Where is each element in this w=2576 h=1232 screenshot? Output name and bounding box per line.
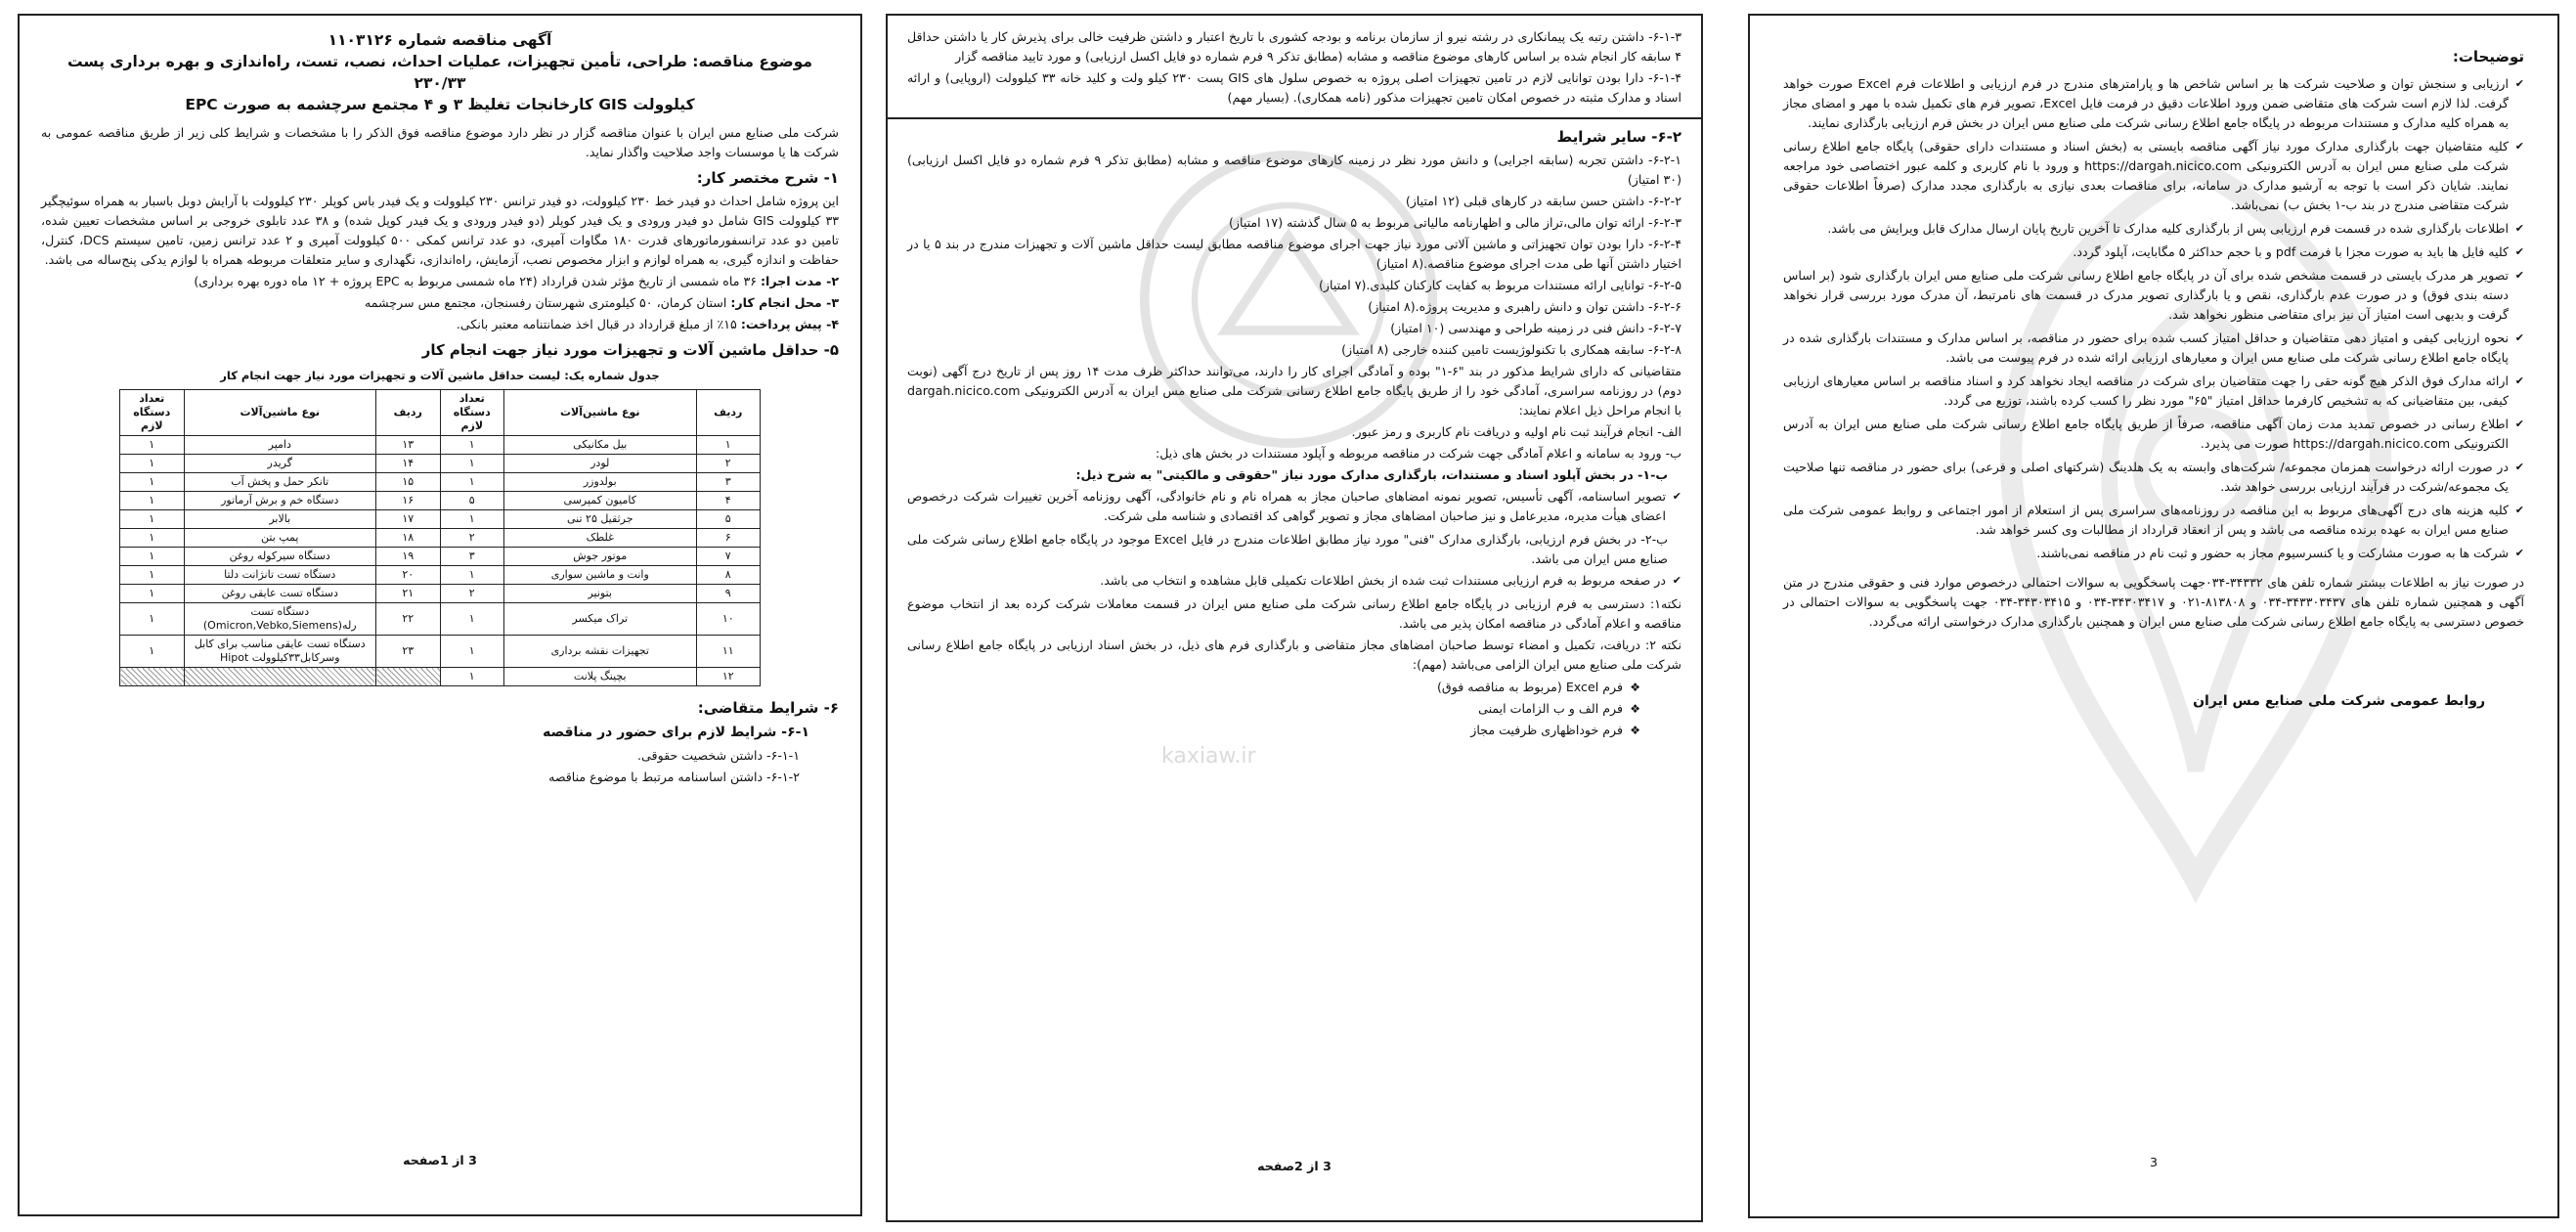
step-b1-bullet: ✔ تصویر اساسنامه، آگهی تأسیس، تصویر نمونه امضاهای صاحبان مجاز به همراه نام و نام خانوادگی، آگهی روزنامه آخرین تغییرات شرکت درخصوص اعضای هیأت مدیره، مدیرعامل و نیز صاحبان امضاهای مجاز و تصویر گواهی کد اقتصادی و شناسه ملی شرکت. [907,487,1681,526]
table-cell: ۱ [120,473,185,492]
table-cell: ۱ [120,585,185,603]
table-caption: جدول شماره یک: لیست حداقل ماشین آلات و تجهیزات مورد نیاز جهت انجام کار [220,369,660,382]
table-cell: ۱ [120,510,185,529]
table-cell: ۱ [696,436,761,455]
table-cell [184,668,376,686]
table-cell: دستگاه تست رله(Omicron,Vebko,Siemens) [184,603,376,636]
page-number-3: 3 [2149,1155,2158,1169]
table-row [120,492,761,510]
section-2-label: ۲- مدت اجرا: [761,274,839,288]
page-3 [1748,14,2559,1218]
table-cell: ۴ [696,492,761,510]
note-bullet: ✔ ارزیابی و سنجش توان و صلاحیت شرکت ها بر اساس شاخص ها و پارامترهای مندرج در فرم ارزیابی و اطلاعات فرم Excel صورت خواهد گرفت. لذا لازم است شرکت های متقاضی ضمن ورود اطلاعات دقیق در فرمت فایل Excel، تصویر فرم های تکمیل شده با مهر و امضای مجاز به همراه کلیه مدارک و مستندات مربوطه در پایگاه جامع اطلاع رسانی شرکت ملی صنایع مس ایران در بخش فرم ارزیابی بارگذاری نمایند. [1783,74,2524,133]
note-2: نکته ۲: دریافت، تکمیل و امضاء توسط صاحبان امضاهای مجاز متقاضی و بارگذاری فرم های ذیل، در بخش اسناد ارزیابی در پایگاه جامع اطلاع رسانی شرکت ملی صنایع مس ایران الزامی می‌باشد (مهم): [907,638,1681,672]
section-3 [41,293,839,313]
table-row [120,473,761,492]
intro-paragraph: شرکت ملی صنایع مس ایران با عنوان مناقصه گزار در نظر دارد موضوع مناقصه فوق الذکر را با مشخصات و شرایط کلی زیر از طریق مناقصه عمومی به شرکت ها یا موسسات واجد صلاحیت واگذار نماید. [41,125,839,159]
table-cell: ۱۶ [376,492,441,510]
notes-heading: توضیحات: [2452,48,2524,66]
table-cell: بولدوزر [504,473,697,492]
table-cell: ۲۲ [376,603,441,636]
item-6-2-7: ۶-۲-۷- دانش فنی در زمینه طراحی و مهندسی (۱۰ امتیاز) [1390,321,1681,335]
notes-list [1783,74,2524,563]
contact-paragraph: در صورت نیاز به اطلاعات بیشتر شماره تلفن های ۳۴۳۳۲-۰۳۴جهت پاسخگویی به سوالات احتمالی درخصوص موارد فنی و حقوقی مندرج در متن آگهی و همچنین شماره تلفن های ۳۴۳۳۰۳۴۳۷-۰۳۴ و ۸۱۳۸۰۸-۰۲۱ و ۳۴۳۰۳۴۱۷-۰۳۴ و ۳۴۳۰۳۴۱۵-۰۳۴ جهت پاسخگویی به سوالات احتمالی در خصوص دسترسی به پایگاه جامع اطلاع رسانی شرکت ملی صنایع مس ایران و همچنین بارگذاری مدارک درخواستی ارائه می‌گردد. [1783,575,2524,629]
equipment-table-wrap [41,389,839,686]
table-cell: ۶ [696,529,761,548]
note-bullet: ✔ کلیه هزینه های درج آگهی‌های مربوط به این مناقصه در روزنامه‌های سراسری پس از استعلام از امور اجتماعی و روابط عمومی شرکت ملی صنایع مس ایران به عهده برنده مناقصه می باشد و پس از انعقاد قرارداد از مطالبات وی کسر خواهد شد. [1783,501,2524,540]
table-cell: ۱۹ [376,548,441,566]
item-6-2-3: ۶-۲-۳- ارائه توان مالی،تراز مالی و اظهارنامه مالیاتی مربوط به ۵ سال گذشته (۱۷ امتیاز) [1228,215,1681,230]
table-cell: ۷ [696,548,761,566]
table-cell: تانکر حمل و پخش آب [184,473,376,492]
table-row [120,668,761,686]
tender-subject: موضوع مناقصه: طراحی، تأمین تجهیزات، عملیات احداث، نصب، تست، راه‌اندازی و بهره برداری پست ۲۳۰/۳۳ [66,53,813,92]
table-cell: ۱ [120,566,185,585]
table-cell [120,668,185,686]
note-bullet: ✔ اطلاعات بارگذاری شده در قسمت فرم ارزیابی پس از بارگذاری کلیه مدارک تا آخرین تاریخ پایان ارسال مدارک قابل ویرایش می باشد. [1783,219,2524,239]
table-cell: ۲۰ [376,566,441,585]
form-safety: ❖ فرم الف و ب الزامات ایمنی [907,698,1642,720]
table-cell: ۲۳ [376,636,441,668]
section-6-title: ۶- شرایط متقاضی: [697,699,839,717]
item-6-2-6: ۶-۲-۶- داشتن توان و دانش راهبری و مدیریت پروژه.(۸ امتیاز) [1368,299,1681,314]
table-cell: ۱ [440,455,504,473]
section-2-body: ۳۶ ماه شمسی از تاریخ مؤثر شدن قرارداد (۲۴ ماه شمسی مربوط به EPC پروژه + ۱۲ ماه دوره بهره برداری) [194,274,757,288]
table-cell: دستگاه تست عایقی روغن [184,585,376,603]
table-cell: ۳ [440,548,504,566]
form-excel: ❖ فرم Excel (مربوط به مناقصه فوق) [907,677,1642,698]
table-cell: ۱ [440,436,504,455]
table-cell: ۲۱ [376,585,441,603]
table-cell: ۱ [120,529,185,548]
table-row [120,636,761,668]
table-cell: ۱ [440,510,504,529]
table-header-cell: نوع ماشین‌آلات [504,390,697,436]
table-cell: دستگاه سیرکوله روغن [184,548,376,566]
table-cell: ۱۸ [376,529,441,548]
table-cell: پمپ بتن [184,529,376,548]
section-6-1-1: ۶-۱-۱- داشتن شخصیت حقوقی. [637,748,800,763]
table-cell: ۱۰ [696,603,761,636]
section-3-body: استان کرمان، ۵۰ کیلومتری شهرستان رفسنجان، مجتمع مس سرچشمه [365,295,727,310]
table-header-cell: تعداد دستگاه لازم [120,390,185,436]
main-paragraph: متقاضیانی که دارای شرایط مذکور در بند "۶-۱" بوده و آمادگی اجرای کار را دارند، می‌توانند حداکثر ظرف مدت ۱۴ روز پس از تاریخ درج آگهی (نوبت دوم) در روزنامه سراسری، آمادگی خود را از طریق پایگاه جامع اطلاع رسانی شرکت ملی صنایع مس ایران به آدرس الکترونیکی dargah.nicico.com با انجام مراحل ذیل اعلام نمایند: [907,364,1682,418]
table-row [120,548,761,566]
table-cell: ۱ [120,455,185,473]
note-1: نکته۱: دسترسی به فرم ارزیابی در پایگاه جامع اطلاع رسانی شرکت ملی صنایع مس ایران در قسمت معاملات شرکت کرده بعد از انتخاب موضوع مناقصه و اعلام آمادگی در مناقصه امکان پذیر می باشد. [907,596,1681,631]
table-cell: ۱ [440,668,504,686]
table-row [120,510,761,529]
section-2 [41,272,839,291]
section-1-title: ۱- شرح مختصر کار: [696,169,839,187]
note-bullet: ✔ کلیه متقاضیان جهت بارگذاری مدارک مورد نیاز آگهی مناقصه بایستی به (بخش اسناد و مستندات دارای حقوقی) پایگاه جامع اطلاع رسانی شرکت ملی صنایع مس ایران به آدرس الکترونیکی https://dargah.nicico.com و ورود با نام کاربری و کلمه عبور اختصاصی خود مراجعه نمایند. شایان ذکر است با توجه به آرشیو مدارک در سامانه، برای مناقصات بعدی نیازی به بارگذاری مجدد مدارک (صرفاً اطلاعات حقوقی شرکت متقاضی مندرج در بند ب-۱ بخش ب) نمی‌باشد. [1783,137,2524,215]
table-cell: دستگاه تست عایقی مناسب برای کابل وسرکابل۳۳کیلوولت Hipot [184,636,376,668]
table-cell: ۱۴ [376,455,441,473]
step-alef: الف- انجام فرآیند ثبت نام اولیه و دریافت نام کاربری و رمز عبور. [1351,424,1681,439]
table-cell: ۵ [440,492,504,510]
table-cell: ۱ [120,548,185,566]
table-header-cell: ردیف [376,390,441,436]
table-cell: ۱ [440,473,504,492]
table-cell: ۲ [440,529,504,548]
equipment-table [119,389,761,686]
step-be: ب- ورود به سامانه و اعلام آمادگی جهت شرکت در مناقصه مربوطه و آپلود مستندات در بخش های ذیل: [1156,446,1681,461]
table-cell: ۸ [696,566,761,585]
table-cell: وانت و ماشین سواری [504,566,697,585]
table-row [120,436,761,455]
step-b1: ب-۱- در بخش آپلود اسناد و مستندات، بارگذاری مدارک مورد نیاز "حقوقی و مالکیتی" به شرح ذیل: [1075,467,1668,482]
step-b2: ب-۲- در بخش فرم ارزیابی، بارگذاری مدارک "فنی" مورد نیاز مطابق اطلاعات مندرج در فایل Excel موجود در پایگاه جامع اطلاع رسانی شرکت ملی صنایع مس ایران می باشد. [907,532,1668,566]
table-body [120,436,761,686]
table-cell: تجهیزات نقشه برداری [504,636,697,668]
tender-title: آگهی مناقصه شماره ۱۱۰۳۱۲۶ [327,31,552,49]
item-6-1-3: ۶-۱-۳- داشتن رتبه یک پیمانکاری در رشته نیرو از سازمان برنامه و بودجه کشوری با تاریخ اعتبار و داشتن ظرفیت خالی برای پذیرش کار یا داشتن حداقل ۴ سابقه کار انجام شده بر اساس کارهای موضوع مناقصه و مشابه (مطابق تذکر ۹ فرم شماره دو فایل اکسل ارزیابی) و مورد تایید مناقصه گزار [907,29,1681,64]
section-6-1-title: ۶-۱- شرایط لازم برای حضور در مناقصه [543,725,809,740]
watermark-text: kaxiaw.ir [1161,744,1256,769]
item-6-1-4 [907,68,1681,108]
table-cell: ۱ [120,603,185,636]
note-bullet: ✔ شرکت ها به صورت مشارکت و یا کنسرسیوم مجاز به حضور و ثبت نام در مناقصه نمی‌باشند. [1783,544,2524,563]
table-row [120,585,761,603]
tender-subject-cont: کیلوولت GIS کارخانجات تغلیظ ۳ و ۴ مجتمع سرچشمه به صورت EPC [185,96,695,113]
table-cell: ۱ [120,492,185,510]
table-cell: ۱ [120,636,185,668]
section-3-label: ۳- محل انجام کار: [730,295,839,310]
section-6-1-2: ۶-۱-۲- داشتن اساسنامه مرتبط با موضوع مناقصه [548,770,800,784]
item-6-2-4: ۶-۲-۴- دارا بودن توان تجهیزاتی و ماشین آلاتی مورد نیاز جهت اجرای موضوع مناقصه مطابق لیست حداقل ماشین آلات و تجهیزات مندرج در بند ۵ یا در اختیار داشتن آنها طی مدت اجرای موضوع مناقصه.(۸ امتیاز) [907,237,1681,271]
divider [888,117,1701,119]
table-cell: موتور جوش [504,548,697,566]
signature: روابط عمومی شرکت ملی صنایع مس ایران [2193,693,2485,709]
table-cell: دستگاه خم و برش آرماتور [184,492,376,510]
note-bullet: ✔ ارائه مدارک فوق الذکر هیچ گونه حقی را جهت متقاضیان برای شرکت در مناقصه ایجاد نخواهد کرد و اسناد مناقصه بر اساس معیارهای ارزیابی کیفی، بین متقاضیانی که به تشخیص کارفرما حداقل امتیاز "۶۵" مورد نظر را کسب کرده باشند، توزیع می گردد. [1783,372,2524,411]
page-number-1: 3 از 1صفحه [403,1153,477,1167]
item-6-2-8: ۶-۲-۸- سابقه همکاری با تکنولوژیست تامین کننده خارجی (۸ امتیاز) [1341,342,1681,357]
table-row [120,529,761,548]
section-5-title: ۵- حداقل ماشین آلات و تجهیزات مورد نیاز جهت انجام کار [421,341,839,359]
section-4-label: ۴- پیش پرداخت: [740,317,839,331]
table-cell: ۲ [696,455,761,473]
table-cell: ۱ [440,603,504,636]
item-6-2-1: ۶-۲-۱- داشتن تجربه (سابقه اجرایی) و دانش مورد نظر در زمینه کارهای موضوع مناقصه و مشابه (مطابق تذکر ۹ فرم شماره دو فایل اکسل ارزیابی) (۳۰ امتیاز) [907,153,1681,187]
section-4-body: ۱۵٪ از مبلغ قرارداد در قبال اخذ ضمانتنامه معتبر بانکی. [456,317,737,331]
table-cell: ۵ [696,510,761,529]
table-header-cell: ردیف [696,390,761,436]
table-cell: ۱ [440,636,504,668]
table-cell: دستگاه تست تانژانت دلتا [184,566,376,585]
table-cell: جرثقیل ۲۵ تنی [504,510,697,529]
table-cell: گریدر [184,455,376,473]
item-6-1-4-text: ۶-۱-۴- دارا بودن توانایی لازم در تامین تجهیزات اصلی پروژه به خصوص سلول های GIS پست ۲۳۰ کیلو ولت و کلید خانه ۳۳ کیلوولت (اروپایی) و ارائه اسناد و مدارک مثبته در خصوص امکان تامین تجهیزات مذکور (نامه همکاری). (بسیار مهم) [907,70,1682,105]
form-capacity: ❖ فرم خوداظهاری ظرفیت مجاز [907,720,1642,741]
note-bullet: ✔ تصویر هر مدرک بایستی در قسمت مشخص شده برای آن در پایگاه جامع اطلاع رسانی شرکت ملی صنایع مس ایران بارگذاری شود (بر اساس دسته بندی فوق) و در صورت عدم بارگذاری، نقص و یا بارگذاری تصویر مدرک در قسمت های نامرتبط، آن مدرک مورد بررسی قرار نخواهد گرفت و بدیهی است امتیاز آن نیز برای متقاضی منظور نخواهد شد. [1783,266,2524,325]
table-header-cell: نوع ماشین‌آلات [184,390,376,436]
item-6-2-5: ۶-۲-۵- توانایی ارائه مستندات مربوط به کفایت کارکنان کلیدی.(۷ امتیاز) [1319,278,1681,292]
table-row [120,603,761,636]
item-6-2-2: ۶-۲-۲- داشتن حسن سابقه در کارهای قبلی (۱۲ امتیاز) [1405,194,1681,208]
table-header-cell: تعداد دستگاه لازم [440,390,504,436]
table-cell: ۱ [440,566,504,585]
table-cell: ۱۲ [696,668,761,686]
table-cell: ۳ [696,473,761,492]
table-cell: ۱۳ [376,436,441,455]
table-cell: غلطک [504,529,697,548]
page-1 [18,14,862,1216]
table-cell: تراک میکسر [504,603,697,636]
table-cell: ۲ [440,585,504,603]
section-6-2-title: ۶-۲- سایر شرایط [1556,128,1681,146]
section-1-body: این پروژه شامل احداث دو فیدر خط ۲۳۰ کیلوولت، دو فیدر ترانس ۲۳۰ کیلوولت و یک فیدر باس کوپلر ۲۳۰ کیلوولت با آرایش دوبل باسبار به همراه سوئیچگیر ۳۳ کیلوولت GIS شامل دو فیدر ورودی و یک فیدر کوپلر (دو فیدر ورودی و یک فیدر کوپل شده) و ۳۸ عدد تابلوی خروجی بر اساس مشخصات تعیین شده، تامین دو عدد ترانسفورماتورهای قدرت ۱۸۰ مگاوات آمپری، دو عدد ترانس کمکی ۵۰۰ کیلوولت آمپری و ۲ عدد ترانس زمین، تامین سیستم DCS، کنترل، حفاظت و اندازه گیری، به همراه لوازم و ابزار مخصوص نصب، آزمایش، راه‌اندازی، نگهداری و سایر متعلقات مربوطه همراه با لوازم یدکی پنج‌ساله می باشد. [41,194,839,267]
page-2 [886,14,1703,1222]
table-row [120,566,761,585]
table-cell: بالابر [184,510,376,529]
note-bullet: ✔ در صورت ارائه درخواست همزمان مجموعه/ شرکت‌های وابسته به یک هلدینگ (شرکتهای اصلی و فرعی) برای حضور در مناقصه تنها صلاحیت یک مجموعه/شرکت در فرآیند ارزیابی بررسی خواهد شد. [1783,458,2524,497]
note-bullet: ✔ کلیه فایل ها باید به صورت مجزا با فرمت pdf و با حجم حداکثر ۵ مگابایت، آپلود گردد. [1783,242,2524,262]
table-cell: بیل مکانیکی [504,436,697,455]
step-b2-bullet: ✔ در صفحه مربوط به فرم ارزیابی مستندات ثبت شده از بخش اطلاعات تکمیلی قابل مشاهده و انتخاب می باشد. [907,571,1681,591]
table-row [120,455,761,473]
table-cell: بتونیر [504,585,697,603]
table-cell: ۱ [120,436,185,455]
table-cell: ۱۱ [696,636,761,668]
note-bullet: ✔ اطلاع رسانی در خصوص تمدید مدت زمان آگهی مناقصه، صرفاً از طریق پایگاه جامع اطلاع رسانی شرکت ملی صنایع مس ایران به آدرس الکترونیکی https://dargah.nicico.com صورت می پذیرد. [1783,415,2524,454]
table-header-row [120,390,761,436]
table-cell: ۱۷ [376,510,441,529]
table-cell: لودر [504,455,697,473]
table-cell: ۹ [696,585,761,603]
page-number-2: 3 از 2صفحه [1257,1159,1332,1173]
table-cell: دامپر [184,436,376,455]
table-cell: بچینگ پلانت [504,668,697,686]
table-cell: ۱۵ [376,473,441,492]
section-4 [41,315,839,334]
table-cell: کامیون کمپرسی [504,492,697,510]
note-bullet: ✔ نحوه ارزیابی کیفی و امتیاز دهی متقاضیان و حداقل امتیاز کسب شده برای حضور در مناقصه، بر اساس مدارک و مستندات بارگذاری شده در پایگاه جامع اطلاع رسانی شرکت ملی صنایع مس ایران و معیارهای ارزیابی ارائه شده در فرم پیوست می باشد. [1783,329,2524,368]
table-cell [376,668,441,686]
